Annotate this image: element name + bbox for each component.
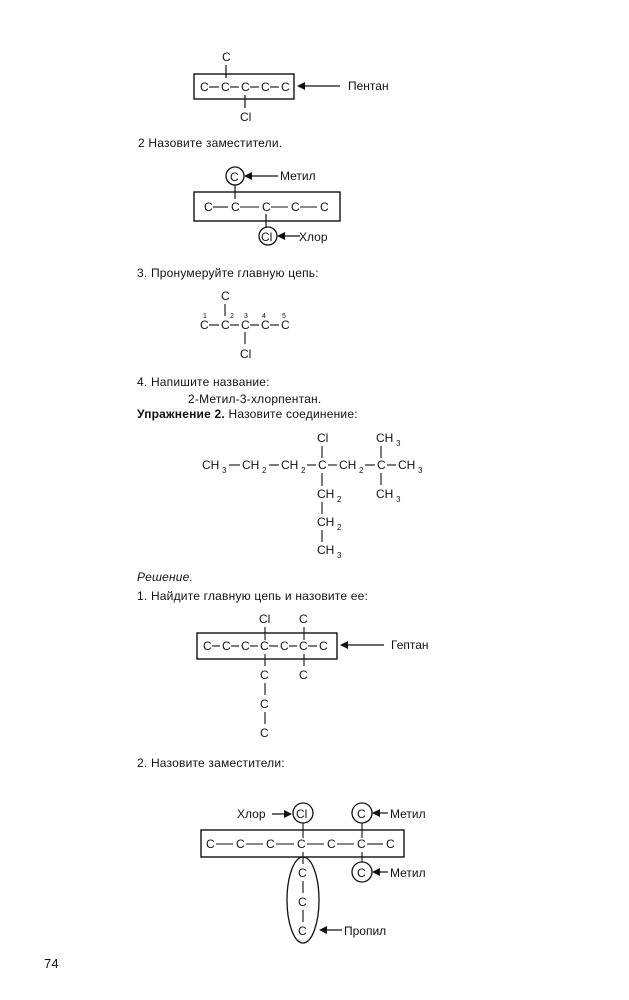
figure-substituents — [194, 167, 340, 245]
solution-title: Решение. — [137, 570, 194, 584]
ex-ch3-end: CH — [317, 543, 335, 557]
step2-chain-atom: C — [231, 200, 240, 214]
sol2-chain-atom: C — [206, 837, 215, 851]
fig1-chain-label: Пентан — [348, 79, 389, 93]
figure-pentane — [194, 50, 389, 124]
step2-top-label: Метил — [280, 169, 316, 183]
step3-heading: 3. Пронумеруйте главную цепь: — [137, 266, 319, 280]
sol1-branch-atom: C — [260, 726, 269, 740]
step2-bottom-sub: Cl — [261, 230, 273, 244]
step3-chain-atom: C — [281, 318, 290, 332]
fig1-chain-atom: C — [241, 80, 250, 94]
figure-heptane — [197, 612, 429, 740]
step2-chain-atom: C — [320, 200, 329, 214]
ex-sub3: 3 — [222, 466, 227, 475]
sol1-branch-atom: C — [260, 697, 269, 711]
ex-cl: Cl — [317, 431, 329, 445]
step3-locant: 4 — [262, 313, 266, 320]
sol2-chain-atom: C — [236, 837, 245, 851]
fig1-chain-atom: C — [261, 80, 270, 94]
step4-heading: 4. Напишите название: — [137, 375, 270, 389]
sol2-chain-atom: C — [266, 837, 275, 851]
ex-sub3: 3 — [396, 495, 401, 504]
sol2-branch-atom: C — [298, 924, 307, 938]
step3-top-sub: C — [221, 289, 230, 303]
fig1-chain-atom: C — [281, 80, 290, 94]
fig1-top-sub: C — [222, 50, 231, 64]
ex-sub2: 2 — [337, 523, 342, 532]
step2-top-sub: C — [230, 170, 239, 184]
step3-locant: 5 — [282, 313, 286, 320]
sol1-branch-atom: C — [260, 668, 269, 682]
sol1-chain-atom: C — [299, 639, 308, 653]
figure-final-substituents — [201, 803, 426, 943]
sol1-chain-atom: C — [319, 639, 328, 653]
figure-numbered-chain — [200, 289, 290, 361]
sol2-top-c: C — [357, 807, 366, 821]
step2-chain-atom: C — [204, 200, 213, 214]
exercise-text: Назовите соединение: — [228, 407, 358, 421]
step3-locant: 2 — [230, 313, 234, 320]
sol2-bottom-c: C — [357, 866, 366, 880]
step2-chain-atom: C — [262, 200, 271, 214]
ex-ch2: CH — [339, 458, 357, 472]
fig1-chain-atom: C — [221, 80, 230, 94]
step3-chain-atom: C — [221, 318, 230, 332]
sol2-chain-atom: C — [297, 837, 306, 851]
sol1-cl: Cl — [259, 612, 271, 626]
sol2-chain-atom: C — [386, 837, 395, 851]
sol2-cl-label: Хлор — [237, 807, 266, 821]
ex-ch2: CH — [281, 458, 299, 472]
solution-step2: 2. Назовите заместители: — [137, 756, 285, 770]
ex-sub2: 2 — [337, 495, 342, 504]
sol1-chain-atom: C — [203, 639, 212, 653]
sol1-chain-atom: C — [280, 639, 289, 653]
page-number: 74 — [44, 956, 59, 971]
sol1-chain-atom: C — [222, 639, 231, 653]
exercise-formula — [202, 431, 423, 560]
sol1-chain-label: Гептан — [391, 638, 429, 652]
step2-chain-atom: C — [291, 200, 300, 214]
ex-ch3-bottom: CH — [376, 487, 394, 501]
step3-locant: 1 — [203, 313, 207, 320]
ex-sub3: 3 — [337, 551, 342, 560]
ex-sub2: 2 — [262, 466, 267, 475]
sol1-bottom-c: C — [299, 668, 308, 682]
step3-locant: 3 — [244, 313, 248, 320]
step2-heading: 2 Назовите заместители. — [138, 136, 283, 150]
ex-sub3: 3 — [396, 439, 401, 448]
fig1-chain-atom: C — [200, 80, 209, 94]
ex-c-center: C — [318, 458, 327, 472]
ex-ch3-left: CH — [202, 458, 220, 472]
ex-c-quaternary: C — [377, 458, 386, 472]
step3-bottom-sub: Cl — [240, 347, 252, 361]
ex-ch2-down: CH — [317, 515, 335, 529]
step4-answer: 2-Метил-3-хлорпентан. — [188, 392, 322, 406]
sol2-bottom-label: Метил — [390, 866, 426, 880]
step3-chain-atom: C — [241, 318, 250, 332]
sol2-top-label: Метил — [390, 807, 426, 821]
ex-sub3: 3 — [418, 466, 423, 475]
sol2-branch-label: Пропил — [344, 924, 387, 938]
sol2-chain-atom: C — [327, 837, 336, 851]
ex-ch2-down: CH — [317, 487, 335, 501]
ex-ch2: CH — [242, 458, 260, 472]
step3-chain-atom: C — [261, 318, 270, 332]
step2-bottom-label: Хлор — [299, 230, 328, 244]
exercise-title: Упражнение 2. — [137, 407, 225, 421]
step3-chain-atom: C — [200, 318, 209, 332]
ex-sub2: 2 — [301, 466, 306, 475]
sol2-chain-atom: C — [357, 837, 366, 851]
sol2-branch-atom: C — [298, 866, 307, 880]
sol2-branch-atom: C — [298, 895, 307, 909]
solution-step1: 1. Найдите главную цепь и назовите ее: — [137, 589, 369, 603]
exercise-line — [137, 407, 358, 421]
ex-ch3-top: CH — [376, 431, 394, 445]
sol1-top-c: C — [299, 612, 308, 626]
ex-ch3-right: CH — [398, 458, 416, 472]
fig1-bottom-sub: Cl — [240, 110, 252, 124]
sol1-chain-atom: C — [241, 639, 250, 653]
ex-sub2: 2 — [359, 466, 364, 475]
sol2-cl: Cl — [296, 807, 308, 821]
sol1-chain-atom: C — [260, 639, 269, 653]
